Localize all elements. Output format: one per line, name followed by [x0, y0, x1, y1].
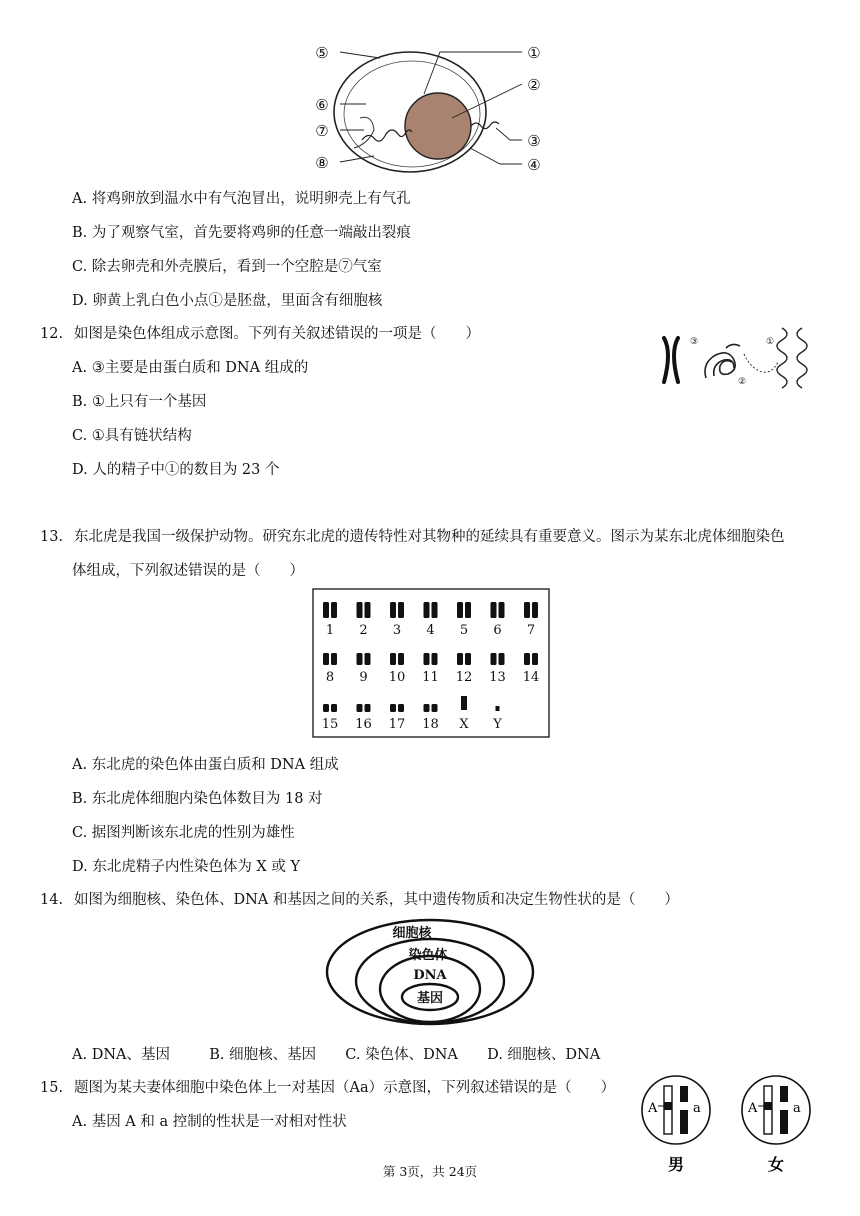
karyotype-label: 10 — [388, 670, 406, 685]
female-gene-a: a — [793, 1101, 801, 1116]
chromosome-dna-strand — [744, 354, 778, 372]
karyotype-chromosome-pair — [422, 653, 439, 685]
q12-stem — [40, 324, 480, 344]
male-cell — [642, 1076, 710, 1174]
karyotype-label: 15 — [321, 717, 339, 732]
page-footer: 第 3页，共 24页 — [382, 1164, 478, 1179]
karyotype-chromosome-pair — [357, 602, 371, 638]
karyotype-label: 13 — [489, 670, 506, 685]
chromosome-label-3: ③ — [690, 337, 699, 347]
q13-option-c: C. 据图判断该东北虎的性别为雄性 — [72, 825, 295, 841]
label-gene: 基因 — [416, 991, 444, 1006]
q12-option-c: C. ①具有链状结构 — [72, 428, 192, 444]
egg-label-1: ① — [527, 44, 541, 62]
karyotype-chromosome-pair — [389, 704, 406, 732]
karyotype-label: 4 — [426, 623, 435, 638]
q13-stem-text-1: 东北虎是我国一级保护动物。研究东北虎的遗传特性对其物种的延续具有重要意义。图示为某东北虎体细胞染色 — [74, 529, 785, 545]
egg-label-5: ⑤ — [315, 44, 329, 62]
egg-label-3: ③ — [527, 132, 541, 150]
egg-air-cell-line — [354, 117, 374, 148]
karyotype-chromosome-pair — [355, 704, 372, 732]
karyotype-label: 9 — [359, 670, 368, 685]
q12-option-b: B. ①上只有一个基因 — [72, 394, 207, 410]
karyotype-chromosome-pair — [323, 653, 337, 685]
karyotype-chromosome-pair — [424, 602, 438, 638]
karyotype-chromosome-pair — [491, 602, 505, 638]
karyotype-label: 17 — [388, 717, 406, 732]
karyotype-label: X — [459, 717, 469, 732]
q15-stem — [40, 1078, 615, 1098]
dna-double-helix — [777, 328, 807, 388]
chromosome-label-1: ① — [766, 337, 775, 347]
label-chromosome: 染色体 — [408, 948, 448, 963]
nucleus-gene-relationship-figure — [324, 917, 536, 1027]
karyotype-chromosome-pair — [459, 696, 469, 732]
gene-pair-figure — [636, 1072, 822, 1176]
q12-option-d: D. 人的精子中①的数目为 23 个 — [72, 462, 280, 478]
karyotype-label: Y — [493, 717, 502, 732]
q12-option-a: A. ③主要是由蛋白质和 DNA 组成的 — [72, 360, 309, 376]
male-gene-a: a — [693, 1101, 701, 1116]
female-cell — [742, 1076, 810, 1174]
karyotype-chromosome-pair — [492, 706, 502, 732]
q13-option-d: D. 东北虎精子内性染色体为 X 或 Y — [72, 859, 301, 875]
karyotype-label: 14 — [522, 670, 540, 685]
q15-stem-text: 题图为某夫妻体细胞中染色体上一对基因（Aa）示意图，下列叙述错误的是（ ） — [74, 1080, 616, 1096]
q14-option-c: C. 染色体、DNA — [345, 1047, 458, 1063]
chromosome-coil — [705, 344, 740, 378]
karyotype-chromosome-pair — [390, 602, 404, 638]
label-nucleus: 细胞核 — [392, 926, 432, 941]
q11-option-b: B. 为了观察气室，首先要将鸡卵的任意一端敲出裂痕 — [72, 225, 411, 241]
egg-chalaza-left — [362, 130, 412, 141]
label-dna: DNA — [413, 968, 447, 983]
q13-stem-line1 — [40, 527, 785, 547]
karyotype-label: 1 — [325, 623, 335, 638]
q11-option-d: D. 卵黄上乳白色小点①是胚盘，里面含有细胞核 — [72, 293, 383, 309]
karyotype-chromosome-pair — [524, 602, 538, 638]
q11-option-a: A. 将鸡卵放到温水中有气泡冒出，说明卵壳上有气孔 — [72, 191, 411, 207]
q14-stem — [40, 890, 679, 910]
karyotype-label: 7 — [526, 623, 536, 638]
egg-label-7: ⑦ — [315, 122, 329, 140]
egg-yolk — [405, 93, 471, 159]
karyotype-chromosome-pair — [357, 653, 371, 685]
karyotype-label: 2 — [359, 623, 368, 638]
karyotype-chromosome-pair — [457, 602, 471, 638]
q11-option-c: C. 除去卵壳和外壳膜后，看到一个空腔是⑦气室 — [72, 259, 382, 275]
egg-label-6: ⑥ — [315, 96, 329, 114]
q14-option-d: D. 细胞核、DNA — [487, 1047, 601, 1063]
egg-label-8: ⑧ — [315, 154, 329, 172]
q15-number: 15. — [40, 1080, 64, 1096]
male-gene-A: A — [648, 1101, 658, 1116]
q13-number: 13. — [40, 529, 64, 545]
karyotype-label: 12 — [455, 670, 473, 685]
karyotype-chromosome-pair — [322, 704, 339, 732]
q14-options — [72, 1045, 600, 1065]
karyotype-label: 18 — [422, 717, 439, 732]
karyotype-label: 11 — [422, 670, 439, 685]
q13-option-a: A. 东北虎的染色体由蛋白质和 DNA 组成 — [72, 757, 339, 773]
label-female: 女 — [767, 1155, 785, 1174]
egg-label-2: ② — [527, 76, 541, 94]
q12-number: 12. — [40, 326, 64, 342]
egg-structure-figure — [300, 38, 560, 180]
q12-stem-text: 如图是染色体组成示意图。下列有关叙述错误的一项是（ ） — [74, 326, 480, 342]
q14-option-a: A. DNA、基因 — [72, 1047, 170, 1063]
q15-option-a: A. 基因 A 和 a 控制的性状是一对相对性状 — [72, 1114, 347, 1130]
chromosome-x-shape — [664, 338, 678, 382]
karyotype-border — [313, 589, 549, 737]
karyotype-chromosome-pair — [489, 653, 506, 685]
karyotype-label: 16 — [355, 717, 372, 732]
karyotype-label: 5 — [459, 623, 469, 638]
egg-label-4: ④ — [527, 156, 541, 174]
karyotype-label: 3 — [392, 623, 402, 638]
female-gene-A: A — [748, 1101, 758, 1116]
karyotype-chromosome-pair — [389, 653, 406, 685]
label-male: 男 — [667, 1155, 685, 1174]
chromosome-structure-figure — [656, 318, 816, 398]
q14-stem-text: 如图为细胞核、染色体、DNA 和基因之间的关系，其中遗传物质和决定生物性状的是（ ） — [74, 892, 679, 908]
karyotype-label: 8 — [325, 670, 335, 685]
ellipse-dna — [380, 956, 480, 1022]
karyotype-chromosome-pair — [422, 704, 439, 732]
q14-option-b: B. 细胞核、基因 — [209, 1047, 317, 1063]
q14-number: 14. — [40, 892, 64, 908]
karyotype-chromosome-pair — [323, 602, 337, 638]
karyotype-chromosome-pair — [456, 653, 473, 685]
karyotype-figure — [312, 588, 552, 740]
q13-option-b: B. 东北虎体细胞内染色体数目为 18 对 — [72, 791, 323, 807]
karyotype-chromosome-pair — [523, 653, 540, 685]
chromosome-label-2: ② — [738, 377, 747, 387]
q13-stem-line2: 体组成，下列叙述错误的是（ ） — [72, 563, 304, 579]
karyotype-label: 6 — [493, 623, 502, 638]
